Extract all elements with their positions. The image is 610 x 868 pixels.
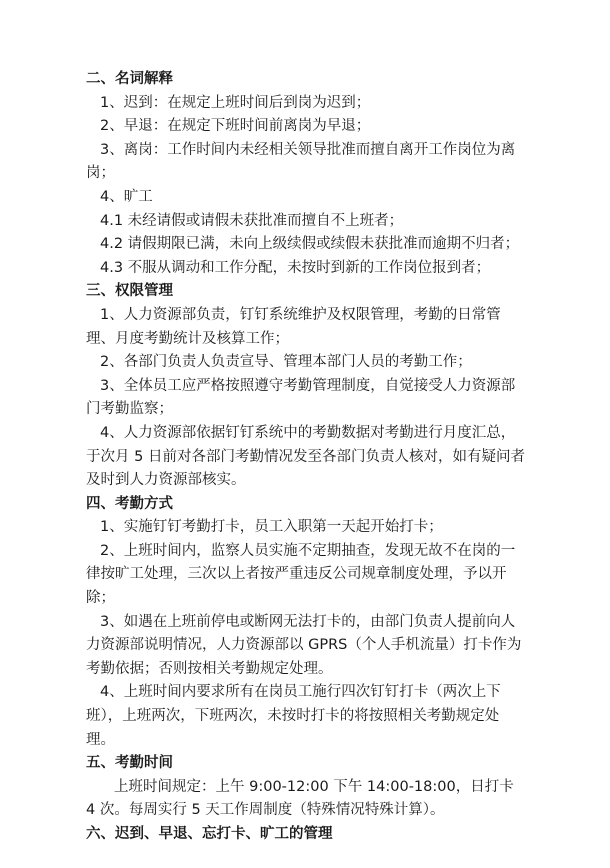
definition-early-leave: 2、早退：在规定下班时间前离岗为早退；	[100, 118, 371, 135]
section-heading-lateness-management: 六、迟到、早退、忘打卡、旷工的管理	[86, 826, 333, 842]
absenteeism-clause-4-2: 4.2 请假期限已满，未向上级续假或续假未获批准而逾期不归者；	[100, 236, 520, 253]
section-heading-permissions: 三、权限管理	[86, 283, 173, 300]
method-item-4: 4、上班时间内要求所有在岗员工施行四次钉钉打卡（两次上下班），上班两次，下班两次，未按时打卡的将按照相关考勤规定处理。	[86, 684, 501, 748]
definition-absenteeism: 4、旷工	[100, 188, 153, 205]
method-item-3: 3、如遇在上班前停电或断网无法打卡的，由部门负责人提前向人力资源部说明情况，人力资源部以 GPRS（个人手机流量）打卡作为考勤依据；否则按相关考勤规定处理。	[86, 613, 522, 677]
method-item-1: 1、实施钉钉考勤打卡，员工入职第一天起开始打卡；	[100, 519, 443, 536]
permissions-item-2: 2、各部门负责人负责宣导、管理本部门人员的考勤工作；	[100, 354, 472, 371]
absenteeism-clause-4-1: 4.1 未经请假或请假未获批准而擅自不上班者；	[100, 212, 404, 229]
permissions-item-3: 3、全体员工应严格按照遵守考勤管理制度，自觉接受人力资源部门考勤监察；	[86, 377, 516, 418]
definition-leaving-post: 3、离岗：工作时间内未经相关领导批准而擅自离开工作岗位为离岗；	[86, 141, 516, 182]
section-heading-definitions: 二、名词解释	[86, 71, 173, 87]
attendance-time-rule: 上班时间规定：上午 9:00-12:00 下午 14:00-18:00，日打卡 4 次。每周实行 5 天工作周制度（特殊情况特殊计算）。	[86, 778, 514, 819]
method-item-2: 2、上班时间内，监察人员实施不定期抽查，发现无故不在岗的一律按旷工处理，三次以上者按严重违反公司规章制度处理，予以开除；	[86, 542, 516, 607]
definition-late: 1、迟到：在规定上班时间后到岗为迟到；	[100, 94, 371, 111]
document-body	[86, 68, 526, 847]
permissions-item-1: 1、人力资源部负责，钉钉系统维护及权限管理，考勤的日常管理、月度考勤统计及核算工作；	[86, 306, 501, 347]
absenteeism-clause-4-3: 4.3 不服从调动和工作分配，未按时到新的工作岗位报到者；	[100, 259, 491, 276]
section-heading-attendance-time: 五、考勤时间	[86, 755, 173, 772]
permissions-item-4: 4、人力资源部依据钉钉系统中的考勤数据对考勤进行月度汇总，于次月 5 日前对各部门考勤情况发至各部门负责人核对，如有疑问者及时到人力资源部核实。	[86, 424, 525, 489]
section-heading-attendance-method: 四、考勤方式	[86, 495, 173, 512]
